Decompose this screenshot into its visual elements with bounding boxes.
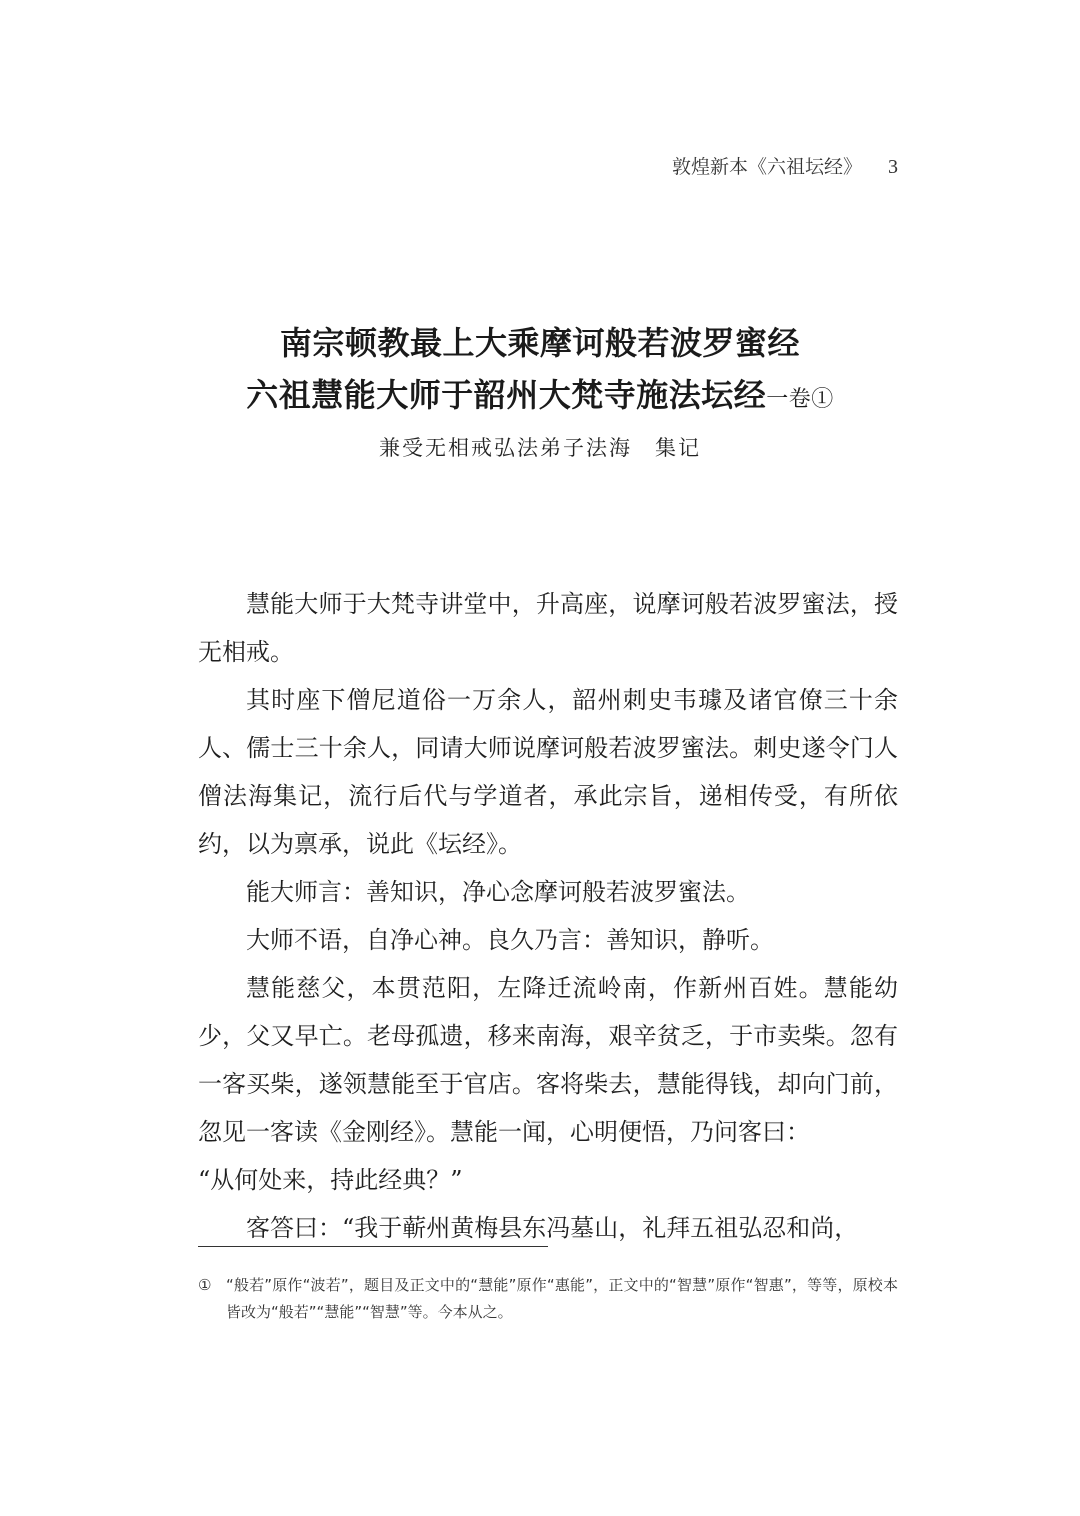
paragraph: 慧能大师于大梵寺讲堂中，升高座，说摩诃般若波罗蜜法，授无相戒。 [198, 590, 898, 666]
body-text [198, 580, 898, 1252]
running-header [672, 152, 898, 179]
paragraph-quote: “从何处来，持此经典？” [198, 1166, 463, 1194]
running-title: 敦煌新本《六祖坛经》 [671, 156, 862, 178]
byline: 兼受无相戒弘法弟子法海 集记 [379, 436, 701, 460]
paragraph: 其时座下僧尼道俗一万余人，韶州刺史韦璩及诸官僚三十余人、儒士三十余人，同请大师说摩诃般若波罗蜜法。刺史遂令门人僧法海集记，流行后代与学道者，承此宗旨，递相传受，有所依约，以为禀承，说此《坛经》。 [198, 686, 898, 858]
paragraph: 客答曰：“我于蕲州黄梅县东冯墓山，礼拜五祖弘忍和尚， [246, 1214, 859, 1242]
page-number: 3 [888, 156, 898, 178]
footnote-text: “般若”原作“波若”，题目及正文中的“慧能”原作“惠能”，正文中的“智慧”原作“智惠”，等等，原校本皆改为“般若”“慧能”“智慧”等。今本从之。 [226, 1276, 898, 1321]
footnote [198, 1272, 898, 1326]
paragraph: 慧能慈父，本贯范阳，左降迁流岭南，作新州百姓。慧能幼少，父又早亡。老母孤遗，移来南海，艰辛贫乏，于市卖柴。忽有一客买柴，遂领慧能至于官店。客将柴去，慧能得钱，却向门前，忽见一客读《金刚经》。慧能一闻，心明便悟，乃问客曰： [198, 974, 898, 1146]
paragraph: 大师不语，自净心神。良久乃言：善知识，静听。 [246, 926, 774, 954]
title-line-1: 南宗顿教最上大乘摩诃般若波罗蜜经 [279, 324, 800, 362]
paragraph: 能大师言：善知识，净心念摩诃般若波罗蜜法。 [246, 878, 750, 906]
title-volume-note: 一卷① [766, 387, 834, 412]
title-line-2-main: 六祖慧能大师于韶州大梵寺施法坛经 [246, 376, 767, 414]
footnote-divider [198, 1246, 548, 1247]
footnote-marker: ① [198, 1276, 212, 1294]
title-line-2 [0, 370, 1080, 416]
